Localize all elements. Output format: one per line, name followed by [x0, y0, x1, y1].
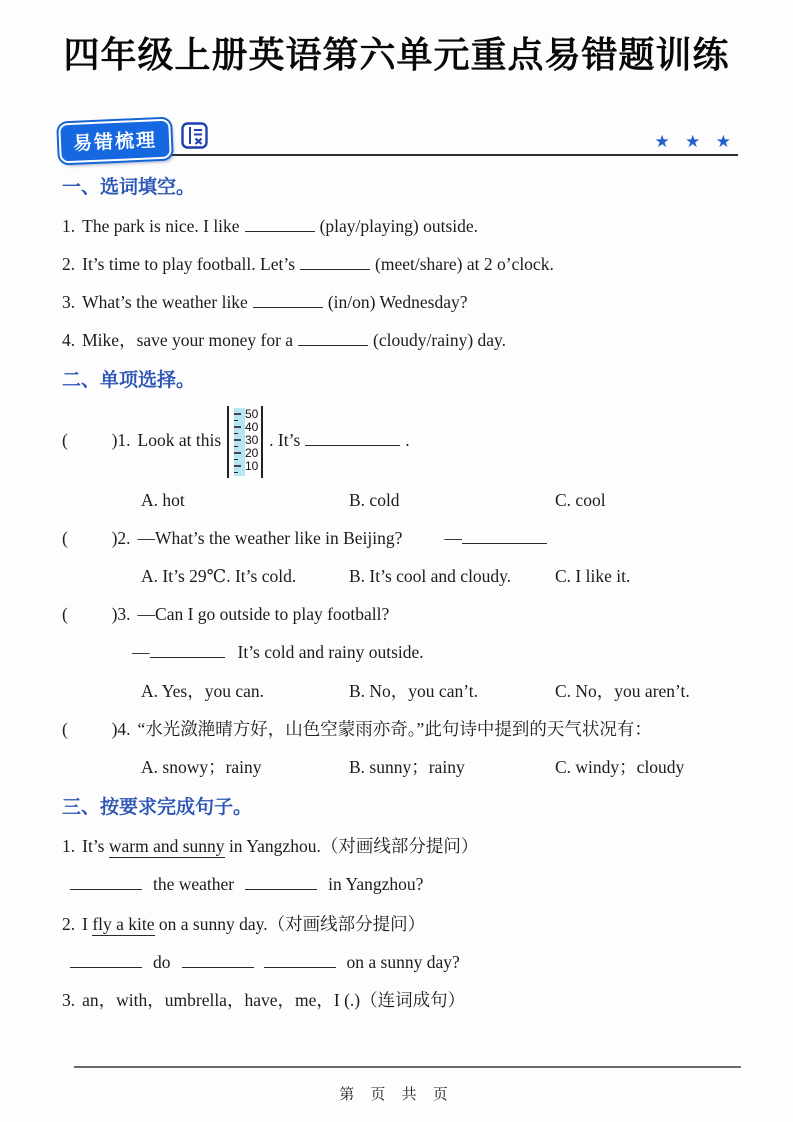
error-review-badge: 易错梳理 [58, 119, 172, 164]
item-text-pre: It’s time to play football. Let’s [82, 254, 296, 275]
options-row-1 [132, 489, 740, 512]
section-2-heading: 二、单项选择。 [62, 370, 196, 392]
choice-question-4 [53, 718, 740, 741]
reply-dash: — [444, 528, 462, 549]
answer-text: in Yangzhou? [328, 874, 424, 895]
answer-parentheses: ( ) [62, 430, 118, 451]
reply-dash: — [132, 642, 150, 663]
item-number: 3. [62, 292, 76, 313]
rewrite-item-1-answer [61, 873, 740, 896]
answer-text: do [153, 952, 171, 973]
option-a: A. It’s 29℃. It’s cold. [141, 566, 297, 587]
answer-blank [245, 874, 317, 890]
section-1-heading: 一、选词填空。 [62, 177, 196, 199]
item-text-post: in Yangzhou.（对画线部分提问） [228, 836, 479, 857]
question-text: —What’s the weather like in Beijing? [137, 528, 403, 549]
worksheet-body [0, 176, 793, 1012]
answer-blank [182, 952, 254, 968]
option-a: A. Yes，you can. [141, 681, 264, 702]
answer-blank [462, 528, 547, 544]
item-text-post: (cloudy/rainy) day. [373, 330, 507, 351]
option-b: B. sunny；rainy [349, 757, 465, 778]
item-text-pre: It’s [82, 836, 105, 857]
choice-question-2 [53, 527, 740, 550]
footer-rule [74, 1066, 741, 1068]
item-text-pre: I [82, 914, 88, 935]
star-rating: ★ ★ ★ [654, 132, 736, 153]
item-number: 1. [62, 216, 76, 237]
item-text-pre: What’s the weather like [82, 292, 248, 313]
fill-item-3 [53, 291, 740, 314]
options-row-2 [132, 565, 740, 588]
thermometer-tick-label: 40 [245, 420, 259, 435]
question-number: 4. [117, 719, 131, 740]
rewrite-item-2-answer [61, 951, 740, 974]
header [53, 119, 740, 161]
answer-text: on a sunny day? [346, 952, 460, 973]
item-text-post: on a sunny day.（对画线部分提问） [158, 914, 426, 935]
answer-blank [150, 642, 225, 658]
answer-blank [264, 952, 336, 968]
section-3-heading: 三、按要求完成句子。 [62, 797, 253, 819]
underlined-phrase: fly a kite [92, 914, 155, 935]
question-number: 2. [117, 528, 131, 549]
options-row-4 [132, 756, 740, 779]
answer-blank [253, 292, 323, 308]
item-text-post: (in/on) Wednesday? [327, 292, 468, 313]
answer-blank [298, 330, 368, 346]
rewrite-item-3 [53, 989, 740, 1012]
rewrite-item-2 [53, 913, 740, 936]
rewrite-item-1 [53, 835, 740, 858]
answer-blank [245, 216, 315, 232]
reply-text: It’s cold and rainy outside. [237, 642, 424, 663]
option-c: C. windy；cloudy [555, 757, 685, 778]
option-a: A. hot [141, 490, 185, 511]
header-rule [95, 154, 738, 156]
question-text-pre: Look at this [137, 430, 222, 451]
thermometer-tick-label: 50 [245, 407, 259, 422]
question-number: 3. [117, 604, 131, 625]
workbook-icon [181, 122, 208, 149]
item-text: an，with，umbrella，have，me，I (.)（连词成句） [82, 990, 466, 1011]
option-b: B. cold [349, 490, 400, 511]
answer-blank [70, 874, 142, 890]
answer-parentheses: ( ) [62, 604, 118, 625]
answer-blank [305, 430, 400, 446]
item-text-pre: The park is nice. I like [82, 216, 240, 237]
option-c: C. I like it. [555, 566, 631, 587]
thermometer-tick-label: 20 [245, 446, 259, 461]
option-b: B. No，you can’t. [349, 681, 478, 702]
option-a: A. snowy；rainy [141, 757, 262, 778]
thermometer-tick-label: 10 [245, 459, 259, 474]
option-c: C. No，you aren’t. [555, 681, 690, 702]
question-text: —Can I go outside to play football? [137, 604, 390, 625]
item-number: 3. [62, 990, 76, 1011]
option-c: C. cool [555, 490, 606, 511]
item-text-post: (meet/share) at 2 o’clock. [375, 254, 554, 275]
answer-text: the weather [153, 874, 235, 895]
page-footer: 第 页 共 页 [339, 1086, 454, 1103]
answer-parentheses: ( ) [62, 528, 118, 549]
item-number: 1. [62, 836, 76, 857]
thermometer-tick-label: 30 [245, 433, 259, 448]
fill-item-2 [53, 253, 740, 276]
underlined-phrase: warm and sunny [108, 836, 225, 857]
option-b: B. It’s cool and cloudy. [349, 566, 512, 587]
item-number: 2. [62, 254, 76, 275]
question-text-mid: . It’s [269, 430, 301, 451]
question-text: “水光潋滟晴方好，山色空蒙雨亦奇。”此句诗中提到的天气状况有： [137, 719, 652, 740]
answer-parentheses: ( ) [62, 719, 118, 740]
answer-blank [70, 952, 142, 968]
fill-item-4 [53, 329, 740, 352]
item-number: 2. [62, 914, 76, 935]
item-text-pre: Mike，save your money for a [82, 330, 294, 351]
choice-question-1 [53, 405, 740, 479]
options-row-3 [132, 680, 740, 703]
thermometer-graphic [226, 405, 264, 479]
choice-question-3 [53, 603, 740, 626]
answer-blank [300, 254, 370, 270]
item-number: 4. [62, 330, 76, 351]
choice-question-3-reply [123, 641, 740, 664]
fill-item-1 [53, 215, 740, 238]
page-title: 四年级上册英语第六单元重点易错题训练 [63, 34, 730, 75]
question-text-end: . [405, 430, 410, 451]
question-number: 1. [117, 430, 131, 451]
item-text-post: (play/playing) outside. [319, 216, 479, 237]
